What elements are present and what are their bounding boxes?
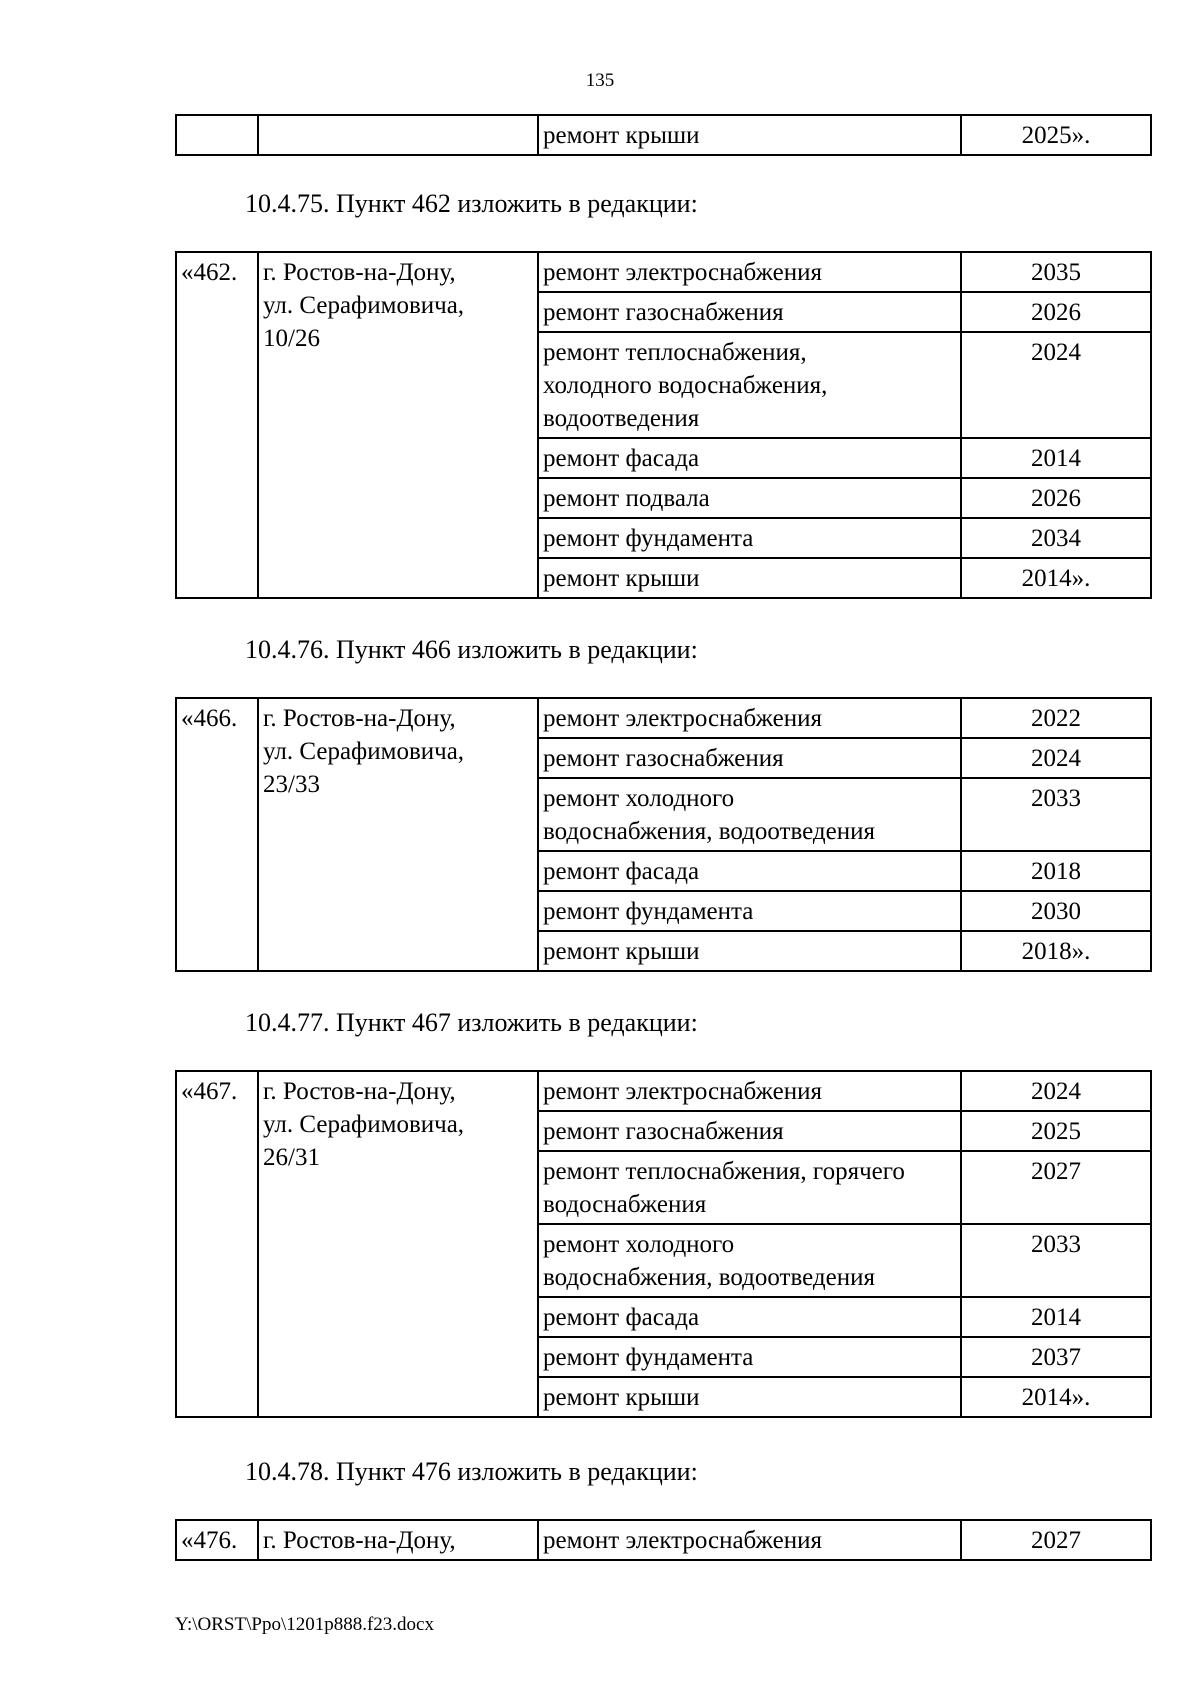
year-cell: 2014 <box>961 1297 1151 1337</box>
year-cell: 2018». <box>961 931 1151 971</box>
table-row <box>176 698 1151 738</box>
year-cell: 2014». <box>961 1377 1151 1417</box>
work-line: водоснабжения <box>543 1191 707 1218</box>
address-line: г. Ростов-на-Дону, <box>263 1527 456 1554</box>
work-cell: ремонт подвала <box>538 478 961 518</box>
work-cell: ремонт фундамента <box>538 518 961 558</box>
work-line: водоснабжения, водоотведения <box>543 1264 875 1291</box>
year-cell: 2026 <box>961 478 1151 518</box>
item-number-cell: «466. <box>176 698 258 971</box>
item-466-table <box>175 697 1152 972</box>
continuation-table <box>175 114 1152 156</box>
work-cell: ремонт фасада <box>538 851 961 891</box>
address-line: ул. Серафимовича, <box>263 1111 465 1138</box>
year-cell: 2014 <box>961 438 1151 478</box>
work-cell: ремонт фундамента <box>538 1337 961 1377</box>
year-cell: 2030 <box>961 891 1151 931</box>
year-cell: 2034 <box>961 518 1151 558</box>
address-line: 26/31 <box>263 1144 320 1171</box>
work-cell: ремонт электроснабжения <box>538 698 961 738</box>
year-cell: 2035 <box>961 252 1151 292</box>
year-cell: 2024 <box>961 332 1151 438</box>
work-cell: ремонт электроснабжения <box>538 1520 961 1560</box>
year-cell: 2033 <box>961 1224 1151 1297</box>
address-line: г. Ростов-на-Дону, <box>263 705 456 732</box>
table-row <box>176 1071 1151 1111</box>
year-cell: 2024 <box>961 1071 1151 1111</box>
address-line: ул. Серафимовича, <box>263 738 465 765</box>
item-number-cell <box>176 115 258 155</box>
year-cell: 2026 <box>961 292 1151 332</box>
year-cell: 2025». <box>961 115 1151 155</box>
page-number: 135 <box>585 70 615 91</box>
work-line: водоотведения <box>543 405 700 432</box>
section-heading: 10.4.76. Пункт 466 изложить в редакции: <box>245 635 698 664</box>
table-row <box>176 1520 1151 1560</box>
year-cell: 2024 <box>961 738 1151 778</box>
year-cell: 2037 <box>961 1337 1151 1377</box>
year-cell: 2025 <box>961 1111 1151 1151</box>
table-row <box>176 252 1151 292</box>
work-cell: ремонт фасада <box>538 438 961 478</box>
section-heading: 10.4.78. Пункт 476 изложить в редакции: <box>245 1457 698 1486</box>
address-line: ул. Серафимовича, <box>263 292 465 319</box>
work-line: водоснабжения, водоотведения <box>543 818 875 845</box>
year-cell: 2022 <box>961 698 1151 738</box>
address-cell <box>258 252 538 598</box>
address-line: г. Ростов-на-Дону, <box>263 259 456 286</box>
work-line: ремонт холодного <box>543 1231 735 1258</box>
work-cell <box>538 778 961 851</box>
work-cell: ремонт фундамента <box>538 891 961 931</box>
section-heading: 10.4.77. Пункт 467 изложить в редакции: <box>245 1008 698 1037</box>
work-cell <box>538 1224 961 1297</box>
work-cell <box>538 332 961 438</box>
address-cell <box>258 1071 538 1417</box>
work-cell: ремонт крыши <box>538 1377 961 1417</box>
work-line: ремонт холодного <box>543 785 735 812</box>
address-cell <box>258 115 538 155</box>
year-cell: 2033 <box>961 778 1151 851</box>
work-cell <box>538 1151 961 1224</box>
work-line: ремонт теплоснабжения, горячего <box>543 1158 905 1185</box>
year-cell: 2018 <box>961 851 1151 891</box>
address-line: 10/26 <box>263 325 320 352</box>
work-cell: ремонт фасада <box>538 1297 961 1337</box>
item-462-table <box>175 251 1152 599</box>
year-cell: 2027 <box>961 1151 1151 1224</box>
section-heading: 10.4.75. Пункт 462 изложить в редакции: <box>245 189 698 218</box>
address-line: 23/33 <box>263 771 320 798</box>
work-cell: ремонт электроснабжения <box>538 252 961 292</box>
work-cell: ремонт крыши <box>538 115 961 155</box>
address-cell <box>258 698 538 971</box>
file-path-footer: Y:\ORST\Ppo\1201p888.f23.docx <box>175 1614 434 1635</box>
work-cell: ремонт газоснабжения <box>538 292 961 332</box>
year-cell: 2027 <box>961 1520 1151 1560</box>
work-cell: ремонт крыши <box>538 931 961 971</box>
item-number-cell: «462. <box>176 252 258 598</box>
address-cell <box>258 1520 538 1560</box>
work-line: холодного водоснабжения, <box>543 372 828 399</box>
table-row <box>176 115 1151 155</box>
item-number-cell: «476. <box>176 1520 258 1560</box>
work-cell: ремонт газоснабжения <box>538 1111 961 1151</box>
work-line: ремонт теплоснабжения, <box>543 339 807 366</box>
work-cell: ремонт крыши <box>538 558 961 598</box>
year-cell: 2014». <box>961 558 1151 598</box>
work-cell: ремонт электроснабжения <box>538 1071 961 1111</box>
item-467-table <box>175 1070 1152 1418</box>
item-number-cell: «467. <box>176 1071 258 1417</box>
work-cell: ремонт газоснабжения <box>538 738 961 778</box>
address-line: г. Ростов-на-Дону, <box>263 1078 456 1105</box>
item-476-table <box>175 1519 1152 1561</box>
